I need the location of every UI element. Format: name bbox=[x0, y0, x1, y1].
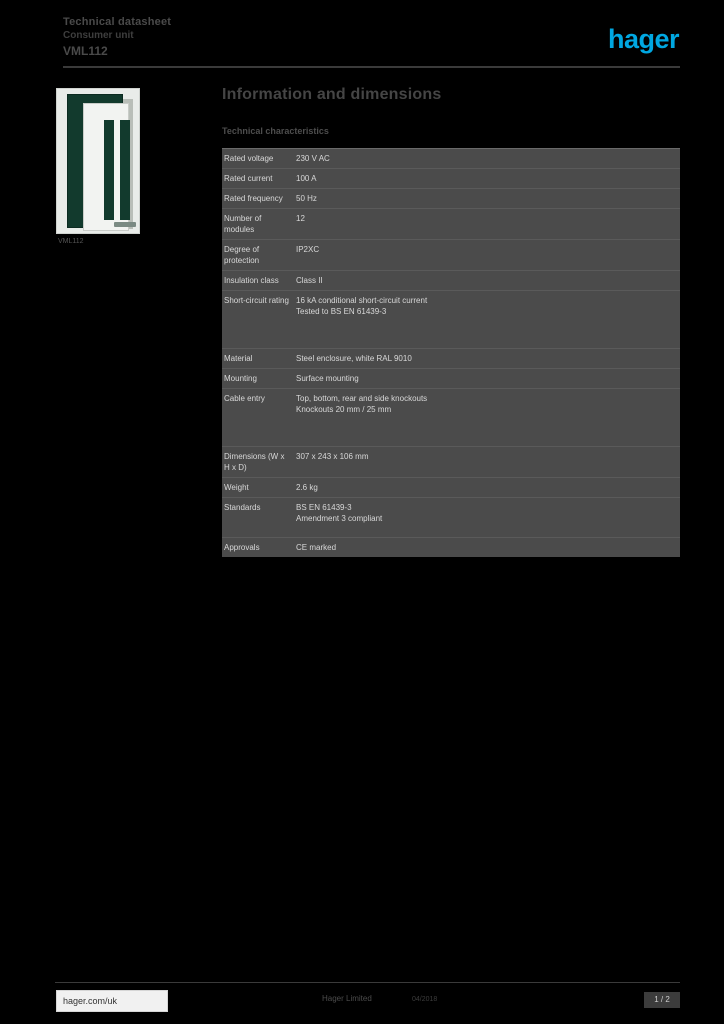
spec-label: Standards bbox=[224, 503, 261, 512]
spec-value bbox=[296, 389, 680, 419]
footer-page-number: 1 / 2 bbox=[644, 992, 680, 1008]
spec-value: IP2XC bbox=[296, 245, 320, 254]
table-row bbox=[222, 169, 680, 189]
table-row bbox=[222, 271, 680, 291]
header-divider bbox=[63, 66, 680, 68]
footer-date: 04/2018 bbox=[412, 996, 438, 1003]
spec-value: 307 x 243 x 106 mm bbox=[296, 452, 369, 461]
document-subtitle: Consumer unit bbox=[63, 30, 134, 41]
main-content bbox=[222, 86, 680, 557]
spec-value: Class II bbox=[296, 276, 323, 285]
spec-label: Rated current bbox=[224, 174, 273, 183]
spec-value: 230 V AC bbox=[296, 154, 330, 163]
spec-label: Rated frequency bbox=[224, 194, 283, 203]
spec-value bbox=[296, 498, 680, 528]
spec-value: Steel enclosure, white RAL 9010 bbox=[296, 354, 412, 363]
table-row bbox=[222, 538, 680, 557]
spec-label: Dimensions (W x H x D) bbox=[224, 452, 285, 472]
spec-value-note: Amendment 3 compliant bbox=[296, 514, 383, 523]
table-row bbox=[222, 447, 680, 478]
product-image-block bbox=[56, 88, 140, 245]
spec-label: Rated voltage bbox=[224, 154, 274, 163]
spec-value-main: BS EN 61439-3 bbox=[296, 503, 352, 512]
spec-value: 2.6 kg bbox=[296, 483, 318, 492]
spec-value: CE marked bbox=[296, 543, 337, 552]
spec-label: Weight bbox=[224, 483, 249, 492]
table-row bbox=[222, 478, 680, 498]
table-row bbox=[222, 498, 680, 538]
spec-label: Approvals bbox=[224, 543, 260, 552]
enclosure-body bbox=[67, 94, 123, 228]
enclosure-slot-left bbox=[104, 120, 114, 220]
page-footer bbox=[0, 980, 724, 1024]
document-reference: VML112 bbox=[63, 44, 108, 58]
table-row bbox=[222, 369, 680, 389]
table-row bbox=[222, 240, 680, 271]
table-row bbox=[222, 291, 680, 349]
table-row bbox=[222, 349, 680, 369]
spec-table bbox=[222, 148, 680, 557]
table-row bbox=[222, 209, 680, 240]
spec-label: Material bbox=[224, 354, 253, 363]
spec-label: Short-circuit rating bbox=[224, 296, 289, 305]
spec-label: Mounting bbox=[224, 374, 257, 383]
table-caption: Technical characteristics bbox=[222, 126, 329, 136]
page-title: Information and dimensions bbox=[222, 86, 442, 103]
spec-value-note: Knockouts 20 mm / 25 mm bbox=[296, 405, 392, 414]
spec-value: 12 bbox=[296, 214, 305, 223]
product-caption: VML112 bbox=[58, 238, 84, 245]
spec-value: 50 Hz bbox=[296, 194, 317, 203]
enclosure-slot-right bbox=[120, 120, 130, 220]
product-photo bbox=[56, 88, 140, 234]
spec-label: Number of modules bbox=[224, 214, 262, 234]
table-row bbox=[222, 149, 680, 169]
footer-website-link[interactable]: hager.com/uk bbox=[56, 990, 168, 1012]
footer-company: Hager Limited bbox=[322, 994, 372, 1003]
footer-divider bbox=[55, 982, 680, 983]
spec-label: Degree of protection bbox=[224, 245, 260, 265]
spec-value-note: Tested to BS EN 61439-3 bbox=[296, 307, 387, 316]
table-row bbox=[222, 389, 680, 447]
enclosure-door bbox=[83, 103, 129, 231]
hager-logo: hager bbox=[607, 24, 679, 54]
spec-value: 100 A bbox=[296, 174, 317, 183]
enclosure-handle bbox=[114, 222, 136, 227]
spec-label: Cable entry bbox=[224, 394, 265, 403]
document-title: Technical datasheet bbox=[63, 16, 172, 28]
spec-value-main: Top, bottom, rear and side knockouts bbox=[296, 394, 428, 403]
spec-value-main: 16 kA conditional short-circuit current bbox=[296, 296, 428, 305]
spec-value bbox=[296, 291, 680, 321]
spec-value: Surface mounting bbox=[296, 374, 359, 383]
spec-label: Insulation class bbox=[224, 276, 279, 285]
page-header bbox=[0, 0, 724, 72]
table-row bbox=[222, 189, 680, 209]
